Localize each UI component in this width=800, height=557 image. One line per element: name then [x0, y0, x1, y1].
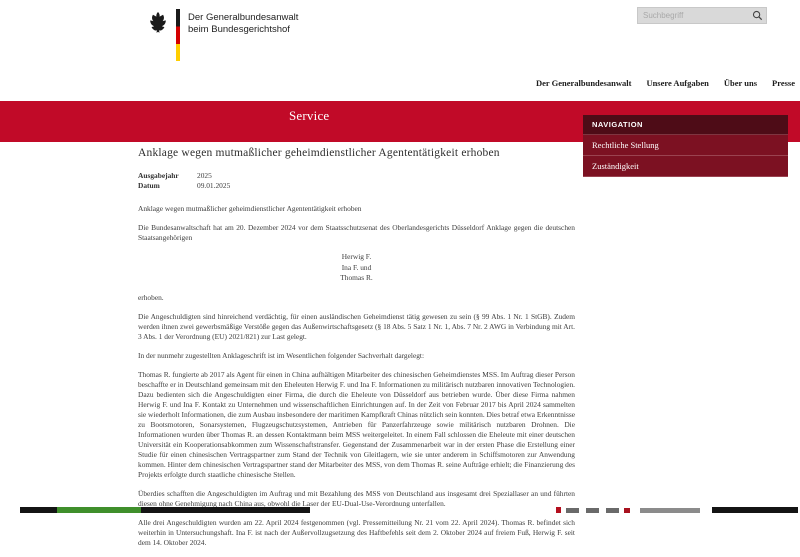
meta-label: Ausgabejahr	[138, 171, 179, 180]
article-meta	[138, 171, 575, 191]
meta-row	[138, 181, 575, 191]
footer-fragment-grey	[586, 508, 599, 513]
footer-fragment-grey	[566, 508, 579, 513]
meta-label: Datum	[138, 181, 160, 190]
section-title: Service	[289, 108, 330, 123]
top-nav-link[interactable]: Der Generalbundesanwalt	[535, 78, 632, 88]
centered-name-line: Thomas R.	[340, 273, 373, 282]
article-title: Anklage wegen mutmaßlicher geheimdienstlicher Agententätigkeit erhoben	[138, 147, 500, 159]
side-nav-item[interactable]: Zuständigkeit	[583, 156, 788, 177]
logo-title	[188, 9, 298, 35]
logo-title-line2: beim Bundesgerichtshof	[188, 23, 290, 35]
side-nav-items	[583, 135, 788, 177]
article-paragraph: Alle drei Angeschuldigten wurden am 22. April 2024 festgenommen (vgl. Pressemitteilung Nr. 21 vom 22. April 2024). Thomas R. befindet sich weiterhin in Untersuchungshaft. Ina F. ist nach der Außervollzugsetzung des Haftbefehls seit dem 2. Oktober 2024 auf freiem Fuß, Herwig F. seit dem 14. Oktober 2024.	[138, 517, 575, 547]
article-paragraph: Überdies schafften die Angeschuldigten im Auftrag und mit Bezahlung des MSS von Deutschland aus insgesamt drei Speziallaser an und führten diesen ohne Genehmigung nach China aus, obwohl die Laser der EU-Dual-Use-Verordnung unterfallen.	[138, 488, 575, 508]
footer-fragment-grey	[640, 508, 700, 513]
top-nav-link[interactable]: Unsere Aufgaben	[646, 78, 709, 88]
top-nav-link[interactable]: Presse	[772, 78, 795, 88]
side-nav-item[interactable]: Rechtliche Stellung	[583, 135, 788, 156]
meta-value: 09.01.2025	[197, 181, 231, 190]
search-input[interactable]	[638, 11, 748, 20]
press-release-article	[138, 147, 575, 557]
footer-fragment-green	[57, 507, 141, 513]
search-icon	[752, 10, 763, 21]
footer-fragment-grey	[606, 508, 619, 513]
centered-names-block	[138, 252, 575, 284]
site-header	[0, 0, 800, 101]
footer-fragment-red	[556, 507, 561, 513]
centered-name-line: Herwig F.	[341, 252, 372, 261]
top-nav	[536, 78, 795, 88]
article-paragraph: Die Angeschuldigten sind hinreichend verdächtig, für einen ausländischen Geheimdienst tätig gewesen zu sein (§ 99 Abs. 1 Nr. 1 StGB). Zudem werden ihnen zwei gewerbsmäßige Verstöße gegen das Außenwirtschaftsgesetz (§ 18 Abs. 5 Satz 1 Nr. 1, Abs. 7 Nr. 2 AWG in Verbindung mit Art. 3 Abs. 1 der Verordnung (EU) 2021/821) zur Last gelegt.	[138, 311, 575, 341]
meta-value: 2025	[197, 171, 212, 180]
footer-fragment-bar	[712, 507, 798, 513]
federal-eagle-icon	[147, 11, 169, 35]
centered-name-line: Ina F. und	[341, 262, 372, 272]
article-body	[138, 204, 575, 548]
article-paragraph: Thomas R. fungierte ab 2017 als Agent für einen in China aufhältigen Mitarbeiter des chinesischen Geheimdienstes MSS. Im Auftrag dieser Person beschaffte er in Deutschland gemeinsam mit den Eheleuten Herwig F. und Ina F. Informationen zu militärisch nutzbaren innovativen Technologien. Dazu bedienten sich die Angeschuldigten einer Firma, die durch die Eheleute von Düsseldorf aus betrieben wurde. Über diese Firma nahmen Herwig F. und Ina F. Kontakt zu Unternehmen und wissenschaftlichen Einrichtungen auf. In der Zeit von Februar 2017 bis April 2024 sammelten sie wiederholt Informationen, die zum Ausbau insbesondere der maritimen Kampfkraft Chinas nützlich sein konnten. Dies betraf etwa Erkenntnisse zu Bootsmotoren, Sonarsystemen, Flugzeugschutzsystemen, Antrieben für Panzerfahrzeuge sowie militärisch nutzbaren Drohnen. Die Informationen wurden über Thomas R. an dessen Kontaktmann beim MSS weitergeleitet. In einem Fall schlossen die Eheleute mit einer deutschen Universität ein Kooperationsabkommen zum Wissenschaftstransfer. Gegenstand der Zusammenarbeit war in der ersten Phase die Erstellung einer Studie für einen chinesischen Vertragspartner zum Stand der Technik von Gleitlagern, wie sie unter anderem in Schiffsmotoren zur Anwendung kommen. Hinter dem chinesischen Vertragspartner stand der Mitarbeiter des MSS, von dem Thomas R. seine Aufträge erhielt; die Finanzierung des Projekts erfolgte durch staatliche chinesische Stellen.	[138, 369, 575, 479]
site-logo[interactable]	[147, 9, 298, 61]
search-box	[637, 7, 767, 24]
meta-row	[138, 171, 575, 181]
top-nav-link[interactable]: Über uns	[723, 78, 758, 88]
article-paragraph: Die Bundesanwaltschaft hat am 20. Dezember 2024 vor dem Staatsschutzsenat des Oberlandesgerichts Düsseldorf Anklage gegen die deutschen Staatsangehörigen	[138, 223, 575, 242]
footer-fragment-red	[624, 508, 630, 513]
article-paragraph: In der nunmehr zugestellten Anklageschrift ist im Wesentlichen folgender Sachverhalt dargelegt:	[138, 350, 425, 360]
side-navigation	[583, 115, 788, 177]
side-nav-header: NAVIGATION	[583, 115, 788, 135]
footer-image-fragment	[0, 504, 800, 513]
flag-stripe	[176, 9, 180, 61]
article-paragraph: Anklage wegen mutmaßlicher geheimdienstlicher Agententätigkeit erhoben	[138, 204, 362, 213]
logo-title-line1: Der Generalbundesanwalt	[188, 12, 299, 23]
article-paragraph: erhoben.	[138, 292, 164, 302]
search-button[interactable]	[748, 8, 766, 23]
